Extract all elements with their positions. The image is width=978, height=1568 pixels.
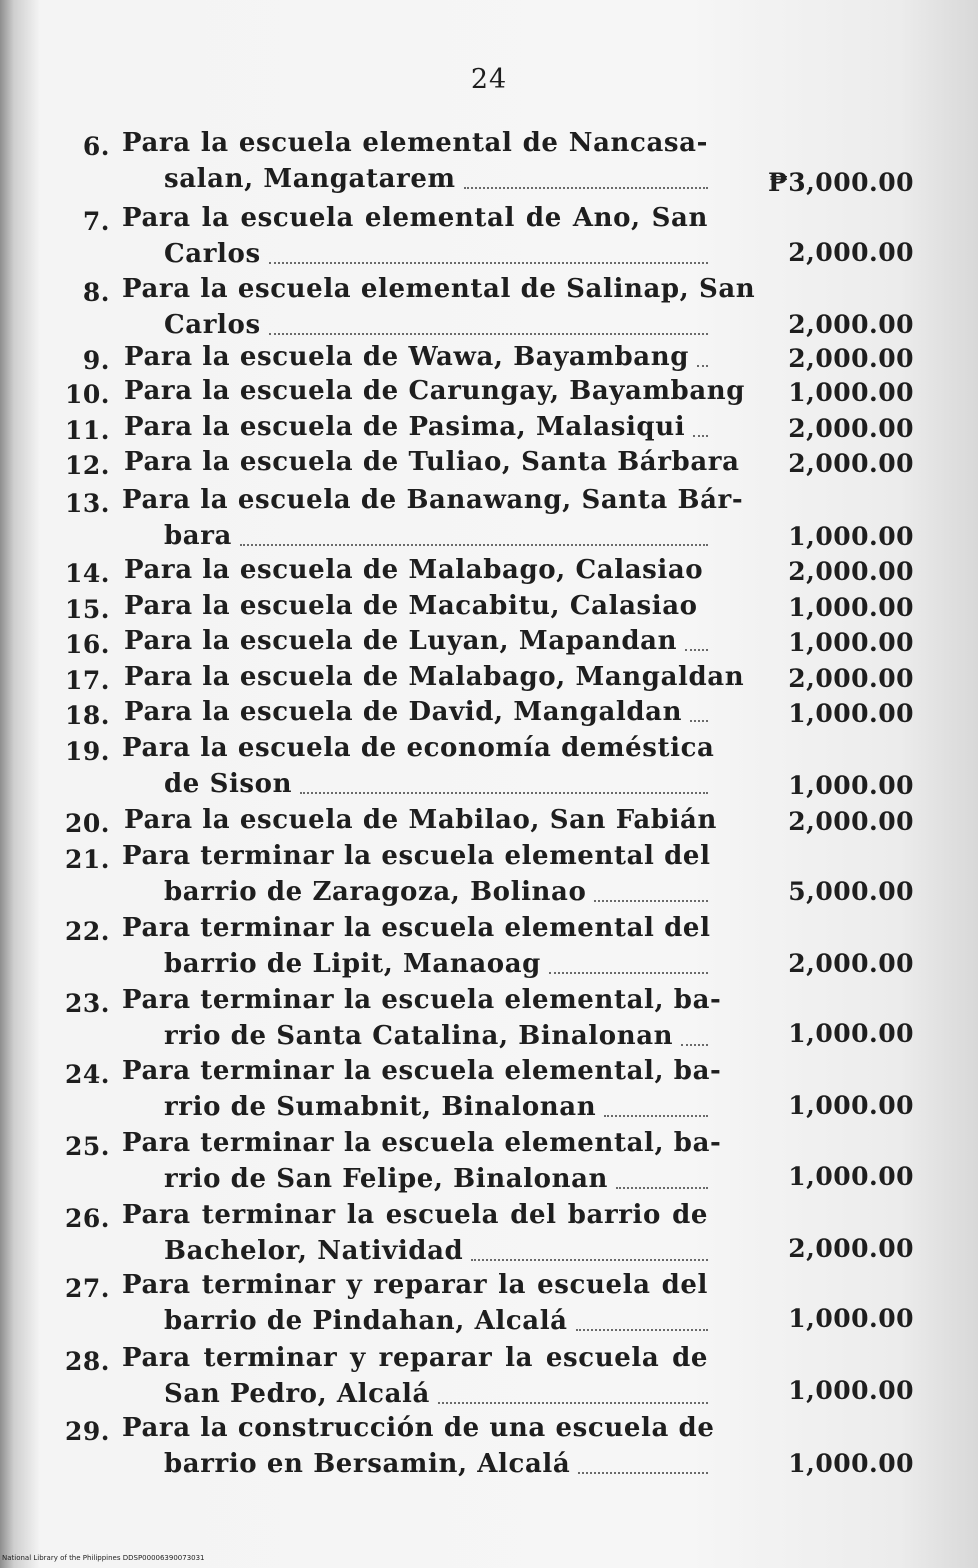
item-text-line: Para terminar y reparar la escuela de	[122, 1343, 708, 1373]
dot-leader	[464, 184, 708, 189]
item-text-line: Para terminar la escuela del barrio de	[122, 1200, 708, 1230]
item-amount: 2,000.00	[788, 557, 914, 586]
item-amount: 2,000.00	[788, 414, 914, 443]
dot-leader	[576, 1326, 708, 1331]
item-number: 9.	[82, 346, 110, 375]
item-amount: 2,000.00	[788, 1234, 914, 1263]
item-amount: 1,000.00	[788, 378, 914, 407]
item-text-line: Para la construcción de una escuela de	[122, 1413, 715, 1443]
item-amount: 1,000.00	[788, 593, 914, 622]
dot-leader	[471, 1256, 708, 1261]
item-amount: 1,000.00	[788, 1019, 914, 1048]
item-amount: 5,000.00	[788, 877, 914, 906]
item-number: 24.	[65, 1060, 110, 1089]
item-number: 14.	[65, 559, 110, 588]
item-number: 22.	[65, 917, 110, 946]
item-amount: 2,000.00	[788, 238, 914, 267]
item-number: 8.	[82, 278, 110, 307]
item-text-line: Para la escuela de Mabilao, San Fabián	[124, 805, 717, 835]
item-text-line: Para terminar la escuela elemental del	[122, 913, 711, 943]
item-number: 23.	[65, 989, 110, 1018]
item-text-line: de Sison	[164, 769, 293, 799]
item-amount: 1,000.00	[788, 1376, 914, 1405]
item-text-line: barrio de Lipit, Manaoag	[164, 949, 541, 979]
dot-leader	[578, 1469, 708, 1474]
item-number: 7.	[82, 207, 110, 236]
page-number: 24	[470, 64, 508, 95]
item-text-line: Para la escuela de Wawa, Bayambang	[124, 342, 689, 372]
item-text-line: Para la escuela elemental de Ano, San	[122, 203, 708, 233]
dot-leader	[269, 330, 708, 335]
item-amount: 2,000.00	[788, 310, 914, 339]
item-number: 27.	[65, 1274, 110, 1303]
item-amount: 1,000.00	[788, 1162, 914, 1191]
item-number: 26.	[65, 1204, 110, 1233]
dot-leader	[685, 646, 708, 651]
item-number: 15.	[65, 595, 110, 624]
item-text-line: San Pedro, Alcalá	[164, 1379, 430, 1409]
item-text-line: Para la escuela de David, Mangaldan	[124, 697, 683, 727]
item-text-line: bara	[164, 521, 232, 551]
item-text-line: Carlos	[164, 239, 261, 269]
item-text-line: barrio de Pindahan, Alcalá	[164, 1306, 568, 1336]
dot-leader	[438, 1399, 708, 1404]
dot-leader	[604, 1112, 708, 1117]
item-amount: 1,000.00	[788, 522, 914, 551]
item-text-line: barrio en Bersamin, Alcalá	[164, 1449, 571, 1479]
item-text-line: Para la escuela elemental de Nancasa-	[122, 128, 708, 158]
item-number: 6.	[82, 132, 110, 161]
item-number: 21.	[65, 845, 110, 874]
item-number: 17.	[65, 666, 110, 695]
item-number: 18.	[65, 701, 110, 730]
item-text-line: Para terminar la escuela elemental, ba-	[122, 1056, 722, 1086]
item-text-line: Para la escuela de Banawang, Santa Bár-	[122, 485, 744, 515]
dot-leader	[693, 432, 708, 437]
item-amount: 1,000.00	[788, 699, 914, 728]
item-number: 12.	[65, 451, 110, 480]
item-text-line: Para terminar la escuela elemental del	[122, 841, 711, 871]
dot-leader	[594, 897, 708, 902]
dot-leader	[300, 789, 708, 794]
item-text-line: Para terminar la escuela elemental, ba-	[122, 985, 722, 1015]
item-amount: 1,000.00	[788, 1091, 914, 1120]
item-text-line: Para la escuela elemental de Salinap, San	[122, 274, 756, 304]
dot-leader	[690, 717, 708, 722]
dot-leader	[697, 362, 708, 367]
dot-leader	[240, 541, 708, 546]
item-amount: 2,000.00	[788, 449, 914, 478]
item-text-line: Para la escuela de economía deméstica	[122, 733, 715, 763]
item-text-line: Para terminar y reparar la escuela del	[122, 1270, 708, 1300]
item-number: 13.	[65, 489, 110, 518]
item-text-line: rrio de San Felipe, Binalonan	[164, 1164, 609, 1194]
item-amount: 2,000.00	[788, 344, 914, 373]
item-text-line: Para la escuela de Tuliao, Santa Bárbara	[124, 447, 740, 477]
item-text-line: barrio de Zaragoza, Bolinao	[164, 877, 587, 907]
item-number: 20.	[65, 809, 110, 838]
item-text-line: Para la escuela de Pasima, Malasiqui	[124, 412, 686, 442]
item-amount: 2,000.00	[788, 807, 914, 836]
item-number: 10.	[65, 380, 110, 409]
item-amount: 1,000.00	[788, 1449, 914, 1478]
item-text-line: Para la escuela de Luyan, Mapandan	[124, 626, 678, 656]
dot-leader	[269, 259, 708, 264]
item-text-line: Carlos	[164, 310, 261, 340]
item-text-line: Para la escuela de Malabago, Mangaldan	[124, 662, 745, 692]
item-number: 16.	[65, 630, 110, 659]
item-text-line: rrio de Sumabnit, Binalonan	[164, 1092, 597, 1122]
item-number: 11.	[65, 416, 110, 445]
item-text-line: Para terminar la escuela elemental, ba-	[122, 1128, 722, 1158]
item-amount: 1,000.00	[788, 1304, 914, 1333]
item-number: 28.	[65, 1347, 110, 1376]
item-number: 29.	[65, 1417, 110, 1446]
item-text-line: salan, Mangatarem	[164, 164, 456, 194]
item-text-line: Bachelor, Natividad	[164, 1236, 464, 1266]
item-number: 19.	[65, 737, 110, 766]
item-amount: 1,000.00	[788, 628, 914, 657]
library-footer: National Library of the Philippines DDSP00006390073031	[2, 1554, 205, 1562]
item-amount: 2,000.00	[788, 949, 914, 978]
item-amount: ₱3,000.00	[767, 168, 914, 197]
item-text-line: Para la escuela de Malabago, Calasiao	[124, 555, 704, 585]
item-amount: 1,000.00	[788, 771, 914, 800]
item-text-line: Para la escuela de Carungay, Bayambang	[124, 376, 746, 406]
item-text-line: rrio de Santa Catalina, Binalonan	[164, 1021, 674, 1051]
dot-leader	[549, 969, 708, 974]
item-amount: 2,000.00	[788, 664, 914, 693]
item-text-line: Para la escuela de Macabitu, Calasiao	[124, 591, 698, 621]
dot-leader	[616, 1184, 708, 1189]
item-number: 25.	[65, 1132, 110, 1161]
dot-leader	[681, 1041, 708, 1046]
